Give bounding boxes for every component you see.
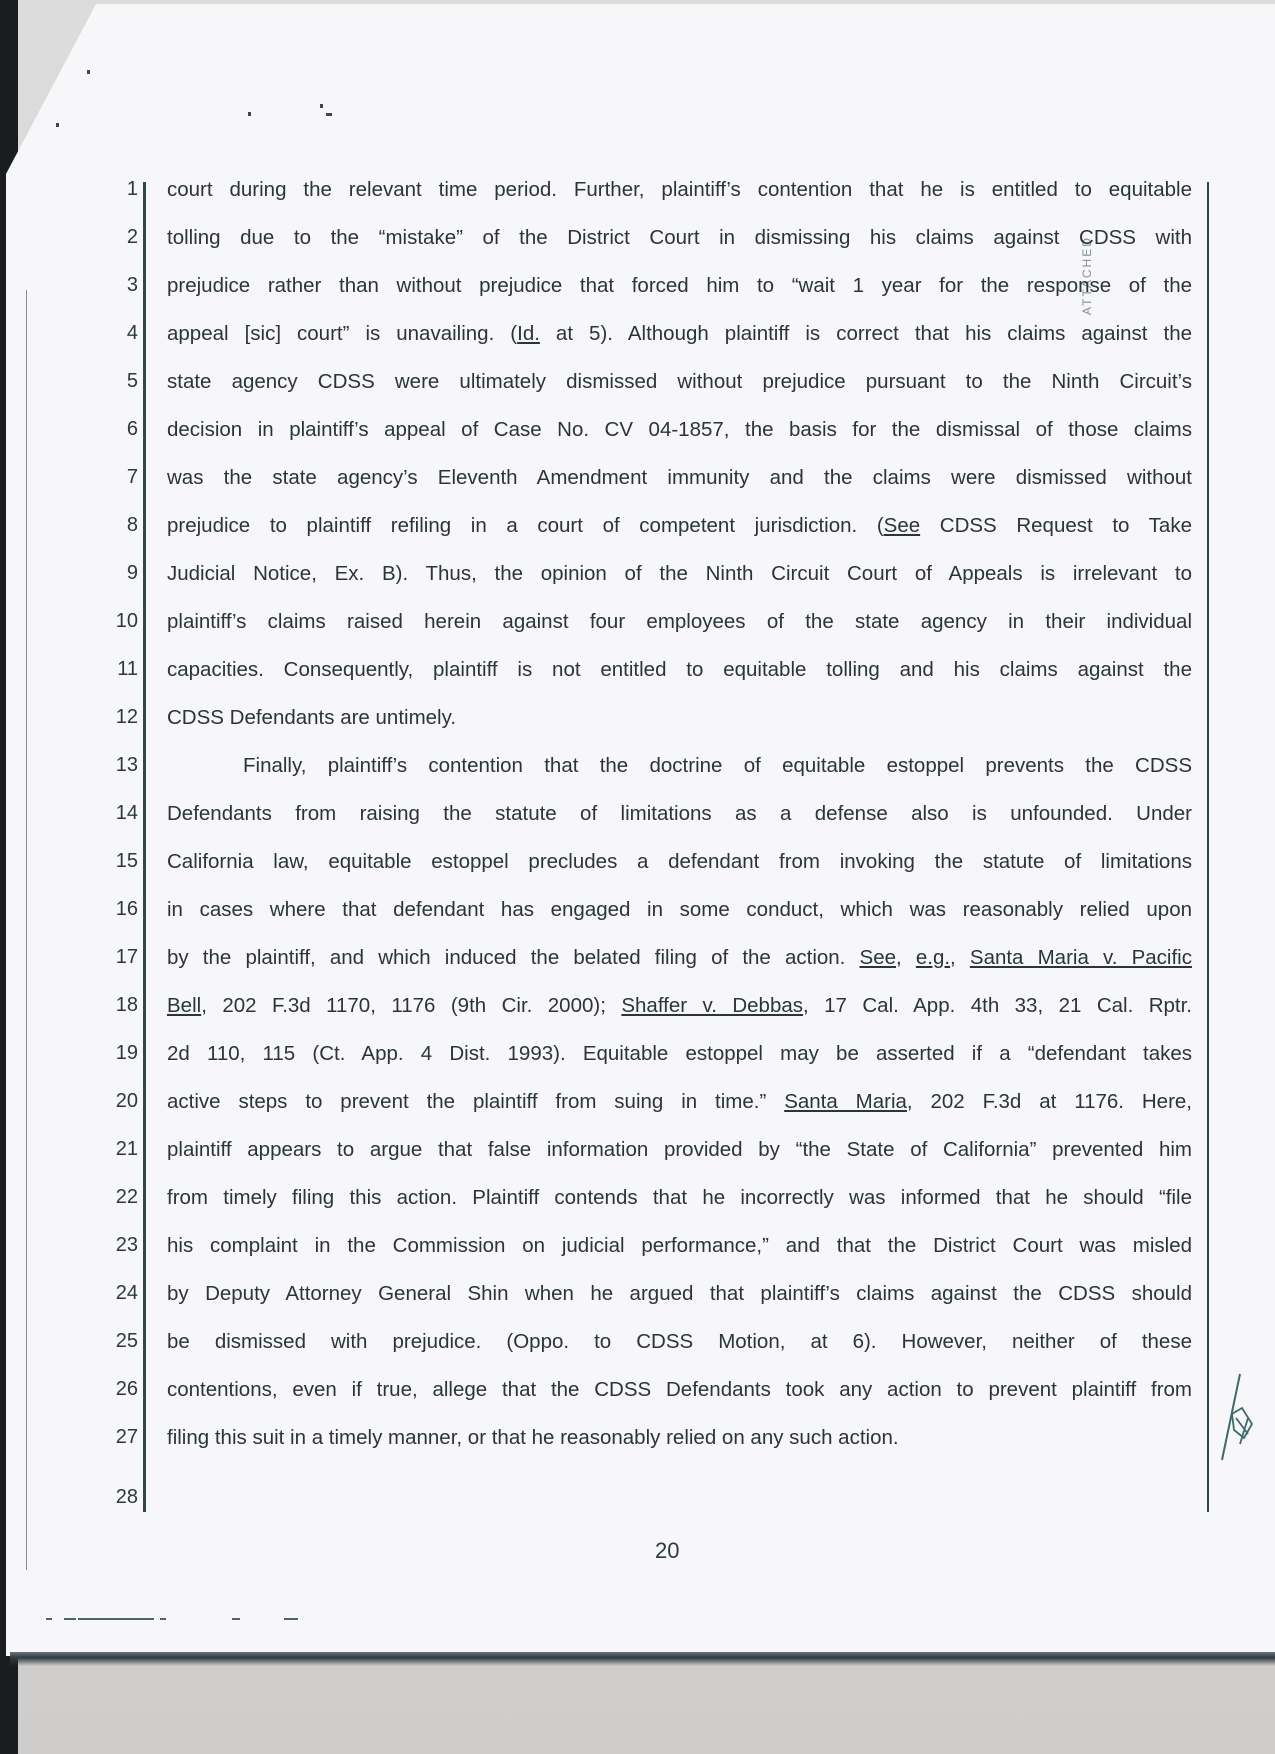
text-line: from timely filing this action. Plaintiff contends that he incorrectly was informed that he should “file xyxy=(167,1186,1192,1209)
text-line: capacities. Consequently, plaintiff is not entitled to equitable tolling and his claims against the xyxy=(167,658,1192,681)
text-line: contentions, even if true, allege that the CDSS Defendants took any action to prevent plaintiff from xyxy=(167,1378,1192,1401)
text-line: Finally, plaintiff’s contention that the doctrine of equitable estoppel prevents the CDSS xyxy=(243,754,1192,777)
text-line xyxy=(167,946,1192,970)
line-number: 22 xyxy=(115,1186,138,1208)
text-line xyxy=(167,322,1192,346)
case-name-shaffer: Shaffer v. Debbas xyxy=(621,994,804,1017)
line-number: 6 xyxy=(126,418,138,440)
text-line: in cases where that defendant has engaged in some conduct, which was reasonably relied upon xyxy=(167,898,1192,921)
page-number: 20 xyxy=(655,1538,680,1563)
text-run: , xyxy=(950,946,970,969)
text-line: his complaint in the Commission on judicial performance,” and that the District Court was misled xyxy=(167,1234,1192,1257)
line-number: 17 xyxy=(115,946,138,968)
line-number: 28 xyxy=(115,1486,138,1508)
line-number: 4 xyxy=(126,322,138,344)
line-number: 10 xyxy=(115,610,138,632)
case-name-bell: Bell xyxy=(167,994,202,1017)
line-number: 24 xyxy=(115,1282,138,1304)
case-name-santa-maria: Santa Maria v. Pacific xyxy=(969,946,1192,969)
line-number: 2 xyxy=(126,226,138,248)
citation-signal-see: See xyxy=(883,514,921,537)
line-number: 20 xyxy=(115,1090,138,1112)
text-run: , xyxy=(896,946,916,969)
text-run: at 5). Although plaintiff is correct that his claims against the xyxy=(539,322,1192,345)
text-line: Defendants from raising the statute of limitations as a defense also is unfounded. Under xyxy=(167,802,1192,825)
citation-signal-eg: e.g. xyxy=(915,946,951,969)
line-number: 1 xyxy=(126,178,138,200)
text-run: , 17 Cal. App. 4th 33, 21 Cal. Rptr. xyxy=(803,994,1192,1017)
text-run: appeal [sic] court” is unavailing. ( xyxy=(167,322,518,345)
text-run: by the plaintiff, and which induced the belated filing of the action. xyxy=(167,946,860,969)
text-line: plaintiff appears to argue that false information provided by “the State of California” prevented him xyxy=(167,1138,1192,1161)
text-run: CDSS Request to Take xyxy=(920,514,1192,537)
scan-speck xyxy=(56,123,59,127)
scan-artifact-dash xyxy=(78,1618,154,1620)
text-line: court during the relevant time period. Further, plaintiff’s contention that he is entitled to equitable xyxy=(167,178,1192,201)
scan-speck xyxy=(87,70,90,74)
page-bottom-edge-shadow xyxy=(10,1652,1275,1666)
text-line: be dismissed with prejudice. (Oppo. to CDSS Motion, at 6). However, neither of these xyxy=(167,1330,1192,1353)
scan-speck xyxy=(248,112,251,116)
text-line: CDSS Defendants are untimely. xyxy=(167,706,457,729)
scan-artifact-dash xyxy=(284,1618,298,1620)
right-margin-rule xyxy=(1207,182,1209,1512)
text-run: , 202 F.3d 1170, 1176 (9th Cir. 2000); xyxy=(201,994,622,1017)
case-name-santa-maria: Santa Maria xyxy=(784,1090,907,1113)
text-line: plaintiff’s claims raised herein against four employees of the state agency in their individual xyxy=(167,610,1192,633)
text-run: , 202 F.3d at 1176. Here, xyxy=(906,1090,1192,1113)
scan-artifact-dash xyxy=(232,1618,240,1620)
line-number: 9 xyxy=(126,562,138,584)
scan-artifact-dash xyxy=(46,1618,52,1620)
scan-speck xyxy=(326,113,332,116)
text-line: California law, equitable estoppel precludes a defendant from invoking the statute of limitations xyxy=(167,850,1192,873)
line-number: 21 xyxy=(115,1138,138,1160)
text-line: 2d 110, 115 (Ct. App. 4 Dist. 1993). Equitable estoppel may be asserted if a “defendant takes xyxy=(167,1042,1192,1065)
text-run: active steps to prevent the plaintiff from suing in time.” xyxy=(167,1090,785,1113)
text-line: filing this suit in a timely manner, or that he reasonably relied on any such action. xyxy=(167,1426,899,1449)
line-number: 23 xyxy=(115,1234,138,1256)
line-number: 15 xyxy=(115,850,138,872)
line-number-gutter-rule xyxy=(143,182,146,1512)
line-number: 14 xyxy=(115,802,138,824)
text-run: prejudice to plaintiff refiling in a court of competent jurisdiction. ( xyxy=(167,514,884,537)
line-number: 11 xyxy=(117,658,138,680)
text-line xyxy=(167,1090,1192,1114)
citation-signal-see: See xyxy=(859,946,896,969)
text-line: Judicial Notice, Ex. B). Thus, the opinion of the Ninth Circuit Court of Appeals is irrelevant to xyxy=(167,562,1192,585)
text-line xyxy=(167,994,1192,1018)
line-number: 12 xyxy=(115,706,138,728)
line-number: 16 xyxy=(115,898,138,920)
text-line: tolling due to the “mistake” of the District Court in dismissing his claims against CDSS with xyxy=(167,226,1192,249)
text-line: state agency CDSS were ultimately dismissed without prejudice pursuant to the Ninth Circuit’s xyxy=(167,370,1192,393)
received-stamp: ATTACHED xyxy=(1080,236,1094,315)
scan-speck xyxy=(320,104,323,108)
scan-artifact-dash xyxy=(160,1618,166,1620)
text-line: decision in plaintiff’s appeal of Case No. CV 04-1857, the basis for the dismissal of those claims xyxy=(167,418,1192,441)
line-number: 7 xyxy=(126,466,138,488)
line-number: 25 xyxy=(115,1330,138,1352)
text-line: prejudice rather than without prejudice that forced him to “wait 1 year for the response of the xyxy=(167,274,1192,297)
scan-artifact-dash xyxy=(64,1618,76,1620)
line-number: 26 xyxy=(115,1378,138,1400)
line-number: 5 xyxy=(126,370,138,392)
citation-id: Id. xyxy=(517,322,540,345)
text-line xyxy=(167,514,1192,538)
text-line: was the state agency’s Eleventh Amendment immunity and the claims were dismissed without xyxy=(167,466,1192,489)
handwritten-initials-icon xyxy=(1218,1368,1258,1468)
line-number: 8 xyxy=(126,514,138,536)
text-line: by Deputy Attorney General Shin when he argued that plaintiff’s claims against the CDSS should xyxy=(167,1282,1192,1305)
line-number: 27 xyxy=(115,1426,138,1448)
line-number: 3 xyxy=(126,274,138,296)
line-number: 18 xyxy=(115,994,138,1016)
line-number: 13 xyxy=(115,754,138,776)
back-page-rule xyxy=(26,290,27,1570)
line-number: 19 xyxy=(115,1042,138,1064)
